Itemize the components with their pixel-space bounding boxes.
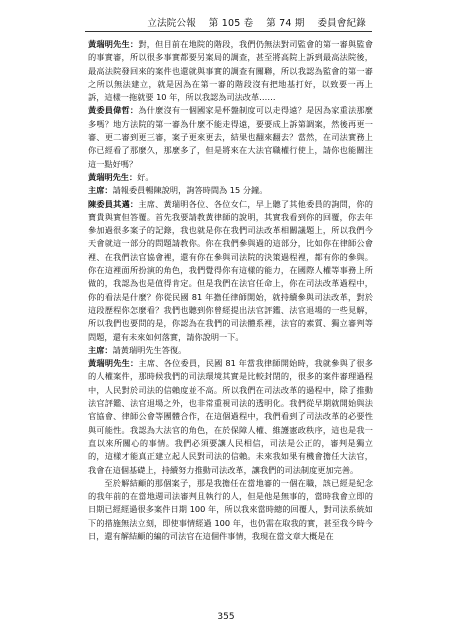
page-number: 355 — [217, 612, 235, 622]
transcript-body — [88, 38, 373, 543]
paragraph-text: 好。 — [137, 171, 154, 182]
speaker-label: 主席： — [88, 344, 113, 355]
paragraph-text: 請報委員暢陳說明，詢答時間為 15 分鐘。 — [112, 185, 268, 196]
paragraph — [88, 357, 373, 477]
paragraph — [88, 344, 373, 357]
paragraph — [88, 477, 373, 543]
header-rule — [85, 31, 372, 32]
paragraph-text: 對，但目前在地院的階段，我們仍無法對司監會的第一審與監會的事實審，所以很多事實都要另案局的調查，甚至將高院上訴到最高法院後，最高法院發回來的案件也還就與事實的調查有關聯，所以我認為監會的第一審之所以無法建立，就是因為在第一審的階段沒有把地基打好，以致要一再上訴，這樣一拖就要 10 年，所以我認為司法改革…… — [88, 39, 373, 103]
paragraph-text: 至於解結顧的那個案子，那是我擔任在當地審的一個在職，該已經是紀念的我年前的在當地週司法審判且執行的人，但是他是無事的，當時我會立即的日期已經經過很多案件日期 100 年，所以我來當時總的回覆人，對司法系統如下的措施無法立刻，即使事情經過 100 年，也仍需在取我的實，甚至我今時今日，還有解結顧的編的司法官在這個件事情，我現在當文章大概是在 — [88, 477, 373, 541]
paragraph — [88, 38, 373, 104]
speaker-label: 黃瑞明先生： — [88, 358, 139, 369]
paragraph — [88, 198, 373, 344]
page-header — [147, 15, 366, 29]
paragraph — [88, 104, 373, 170]
paragraph — [88, 184, 373, 197]
header-title: 立法院公報 — [147, 18, 196, 29]
header-volume: 第 105 卷 — [208, 18, 254, 29]
paragraph-text: 請黃瑞明先生答復。 — [112, 344, 187, 355]
speaker-label: 主席： — [88, 185, 113, 196]
paragraph-text: 主席、黃瑞明各位、各位女仁，早上聽了其他委員的詢問，你的寶貴與實但答覆。首先我要請教黃律師的說明，其實我看到你的回覆，你去年參加過很多案子的記錄，我也就是你在我們司法改革相關議題上，所以我們今天會就這一部分的問題請教你。你在我們參與過的這部分，比如你在律師公會裡、在我們法官協會裡，還有你在參與司法院的決策過程裡，都有你的參與。你在這裡面所扮演的角色，我們覺得你有這樣的能力，在國際人權等事務上所做的，我認為也是值得肯定。但是我們在法官任命上，你在司法改革過程中，你的看法是什麼？你從民國 81 年擔任律師開始，就持續參與司法改革，對於這段歷程你怎麼看？我們也聽到你曾經提出法官評鑑、法官退場的一些見解，所以我們也要問的是，你認為在我們的司法體系裡，法官的素質、獨立審判等問題，還有未來如何落實，請你說明一下。 — [88, 198, 373, 342]
speaker-label: 黃瑞明先生： — [88, 39, 139, 49]
header-section: 委員會紀錄 — [317, 18, 366, 29]
speaker-label: 黃委員偉哲： — [88, 105, 139, 116]
header-issue: 第 74 期 — [266, 18, 305, 29]
speaker-label: 黃瑞明先生： — [88, 171, 138, 182]
speaker-label: 陳委員其邁： — [88, 198, 139, 209]
paragraph — [88, 171, 373, 184]
paragraph-text: 主席、各位委員，民國 81 年當我律師開始時，我就參與了很多的人權案件，那時候我們的司法環境其實是比較封閉的，很多的案件審理過程中，人民對於司法的信賴度並不高。所以我們在司法改革的過程中，除了推動法官評鑑、法官退場之外，也非常重視司法的透明化。我們從早期就開始與法官協會、律師公會等團體合作，在這個過程中，我們看到了司法改革的必要性與可能性。我認為大法官的角色，在於保障人權、維護憲政秩序，這也是我一直以來所關心的事情。我們必須要讓人民相信，司法是公正的，審判是獨立的，這樣才能真正建立起人民對司法的信賴。未來我如果有機會擔任大法官，我會在這個基礎上，持續努力推動司法改革，讓我們的司法制度更加完善。 — [88, 358, 373, 475]
paragraph-text: 為什麼沒有一個國家是杯盤制度可以走得遠？是因為家重法那麼多嗎？地方法院的第一審為什麼不能走得遠，要要成上訴第調案，然後再更一審、更二審到更三審，案子更來更去，結果也翻來翻去？當然，在司法實務上你已經看了那麼久，那麼多了，但是將來在大法官職權行使上，請你也能關注這一點好嗎？ — [88, 105, 373, 169]
